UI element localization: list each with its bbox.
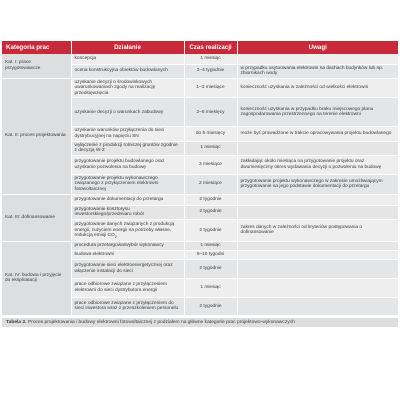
note-cell: przygotowanie projektu wykonawczego w zakresie umożliwiającym przygotowanie na jego podstawie dokumentacji do przetargu — [237, 174, 398, 194]
note-cell — [237, 278, 398, 297]
note-cell: zakres danych w zależności od kryteriów postępowania o dofinansowanie — [237, 219, 398, 241]
time-cell: 2 tygodnie — [184, 205, 237, 219]
note-cell: w przypadku usytuowania elektrowni na dachach budynków lub np. zbiornikach wody — [237, 64, 398, 78]
action-text: przygotowanie danych związanych z produkcją energii, zużyciem energii na potrzeby własne, redukcją emisji CO — [74, 221, 175, 239]
header-time: Czas realizacji — [184, 41, 237, 54]
action-cell: ocena konstrukcyjna obiektów budowlanych — [71, 64, 184, 78]
category-cell: Kat. I: prace przygotowawcze — [2, 54, 71, 78]
time-cell: 2 tygodnie — [184, 297, 237, 315]
action-cell: uzyskanie warunków przyłączenia do sieci dystrybucyjnej na napięciu SN — [71, 127, 184, 141]
process-table — [2, 41, 398, 316]
time-cell: 2–6 miesięcy — [184, 98, 237, 127]
action-cell: prace odbiorowe związane z przyłączeniem do sieci inwestora wraz z przeszkoleniem personelu — [71, 297, 184, 315]
action-cell: koncepcja — [71, 54, 184, 64]
time-cell: 2 tygodnie — [184, 259, 237, 278]
note-cell: konieczność uzyskania w zależności od wielkości elektrowni — [237, 78, 398, 98]
time-cell: 2 tygodnie — [184, 219, 237, 241]
document-table-figure — [2, 41, 398, 327]
table-row — [2, 78, 398, 98]
note-cell: zakładając około miesiąca na przygotowanie projektu oraz dwumiesięczny okres wydawania decyzji o pozwoleniu na budowę — [237, 155, 398, 174]
action-cell: uzyskanie decyzji o środowiskowych uwarunkowaniach zgody na realizację przedsięwzięcia — [71, 78, 184, 98]
table-row — [2, 194, 398, 205]
time-cell: 6–10 tygodni — [184, 250, 237, 259]
time-cell: do 5 miesięcy — [184, 127, 237, 141]
caption-label: Tabela 2. — [6, 319, 27, 325]
time-cell: 1 miesiąc — [184, 54, 237, 64]
caption-text: Proces projektowania i budowy elektrowni fotowoltaicznej z podziałem na główne kategorie prac projektowo-wykonawczych — [26, 319, 295, 325]
note-cell — [237, 259, 398, 278]
time-cell: 2–4 tygodnie — [184, 64, 237, 78]
action-cell: uzyskanie decyzji o warunkach zabudowy — [71, 98, 184, 127]
time-cell: 1 miesiąc — [184, 141, 237, 155]
action-cell: prace odbiorowe związane z przyłączeniem elektrowni do sieci dystrybutora energii — [71, 278, 184, 297]
note-cell — [237, 54, 398, 64]
action-cell: budowa elektrowni — [71, 250, 184, 259]
category-cell: Kat. II: proces projektowania — [2, 78, 71, 194]
category-cell: Kat. III: dofinansowanie — [2, 194, 71, 241]
table-row — [2, 54, 398, 64]
action-cell — [71, 219, 184, 241]
action-cell: wyłączenie z produkcji rolniczej gruntów zgodnie z decyzją W-Z — [71, 141, 184, 155]
action-cell: przygotowanie projektu wykonawczego związanego z przyłączeniem elektrowni fotowoltaicznej — [71, 174, 184, 194]
note-cell — [237, 297, 398, 315]
time-cell: 1–3 miesiące — [184, 78, 237, 98]
note-cell: konieczność uzyskania w przypadku braku miejscowego planu zagospodarowania przestrzennego na terenie elektrowni — [237, 98, 398, 127]
table-header — [2, 41, 398, 54]
action-subscript: 2 — [114, 235, 117, 240]
note-cell — [237, 241, 398, 250]
header-category: Kategoria prac — [2, 41, 71, 54]
note-cell — [237, 205, 398, 219]
time-cell: 3 miesiące — [184, 155, 237, 174]
action-cell: przygotowanie kosztorysu inwestorskiego/przedmiaru robót — [71, 205, 184, 219]
category-cell: Kat. IV: budowa i przyjęcie do eksploatacji — [2, 241, 71, 315]
note-cell: może być prowadzone w trakcie opracowywania projektu budowlanego — [237, 127, 398, 141]
action-cell: przygotowanie projektu budowlanego oraz uzyskanie pozwolenia na budowę — [71, 155, 184, 174]
action-cell: przygotowanie dokumentacji do przetargu — [71, 194, 184, 205]
table-body — [2, 54, 398, 315]
table-row — [2, 241, 398, 250]
note-cell — [237, 250, 398, 259]
action-cell: procedura przetargowa/wybór wykonawcy — [71, 241, 184, 250]
time-cell: 2 tygodnie — [184, 194, 237, 205]
action-cell: przygotowanie sieci elektroenergetycznej oraz włączenie instalacji do sieci — [71, 259, 184, 278]
time-cell: 1 miesiąc — [184, 241, 237, 250]
time-cell: 1 miesiąc — [184, 278, 237, 297]
note-cell — [237, 194, 398, 205]
note-cell — [237, 141, 398, 155]
header-notes: Uwagi — [237, 41, 398, 54]
time-cell: 2 miesiące — [184, 174, 237, 194]
table-caption — [2, 318, 398, 327]
header-action: Działanie — [71, 41, 184, 54]
